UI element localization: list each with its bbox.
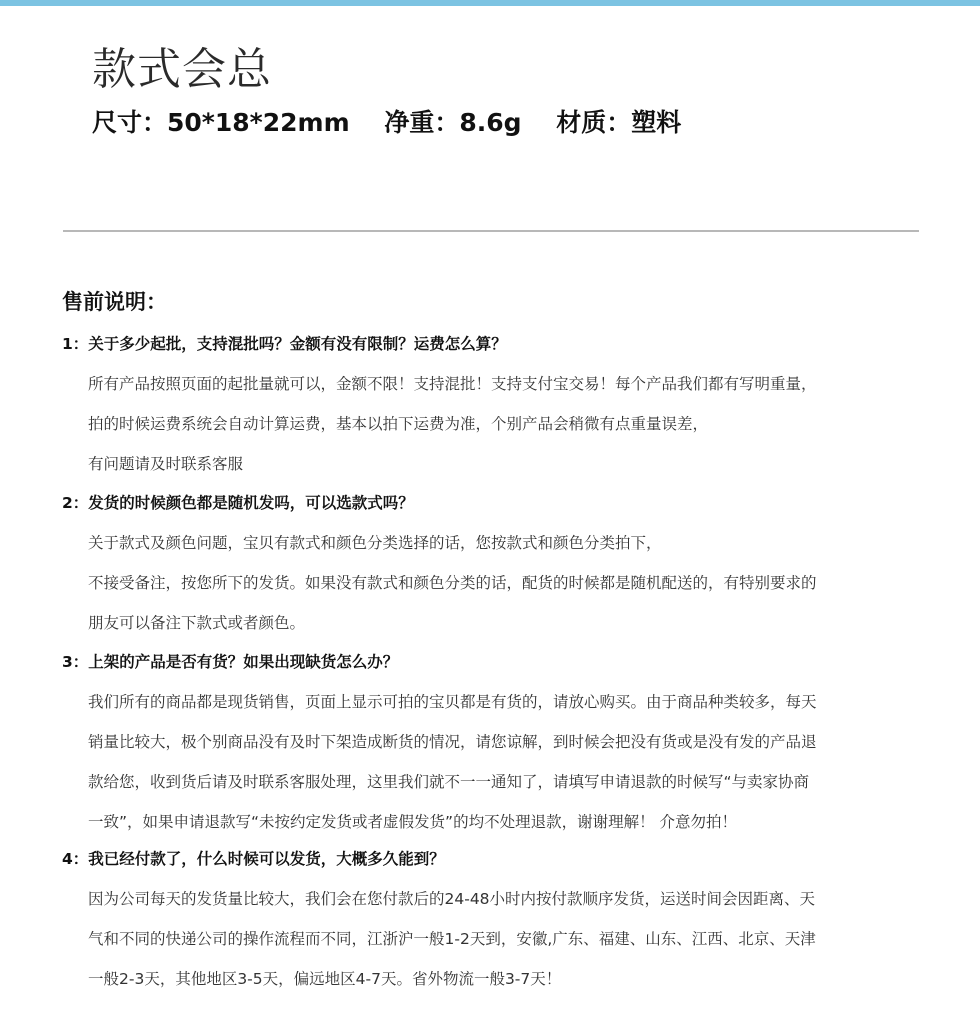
- faq-answer-2: [88, 523, 817, 643]
- spec-weight: 净重：8.6g: [384, 108, 522, 137]
- answer-line: 款给您，收到货后请及时联系客服处理，这里我们就不一一通知了，请填写申请退款的时候写“与卖家协商: [88, 773, 810, 791]
- spec-material: 材质：塑料: [556, 108, 682, 137]
- faq-answer-1: [88, 364, 817, 484]
- section-title: 售前说明：: [62, 290, 167, 314]
- faq-question-3: 3：上架的产品是否有货？如果出现缺货怎么办？: [62, 653, 399, 671]
- answer-line: 关于款式及颜色问题，宝贝有款式和颜色分类选择的话，您按款式和颜色分类拍下，: [88, 534, 662, 552]
- answer-line: 气和不同的快递公司的操作流程而不同，江浙沪一般1-2天到，安徽,广东、福建、山东、江西、北京、天津: [88, 930, 816, 948]
- top-accent-bar: [0, 0, 980, 6]
- spec-size: 尺寸：50*18*22mm: [92, 108, 350, 137]
- answer-line: 因为公司每天的发货量比较大，我们会在您付款后的24-48小时内按付款顺序发货，运送时间会因距离、天: [88, 890, 816, 908]
- answer-line: 销量比较大，极个别商品没有及时下架造成断货的情况，请您谅解，到时候会把没有货或是没有发的产品退: [88, 733, 817, 751]
- faq-question-4: 4：我已经付款了，什么时候可以发货，大概多久能到？: [62, 850, 445, 868]
- divider: [63, 230, 919, 232]
- answer-line: 朋友可以备注下款式或者颜色。: [88, 614, 306, 632]
- answer-line: 所有产品按照页面的起批量就可以，金额不限！支持混批！支持支付宝交易！每个产品我们都有写明重量，: [88, 375, 817, 393]
- faq-question-2: 2：发货的时候颜色都是随机发吗，可以选款式吗？: [62, 494, 414, 512]
- answer-line: 不接受备注，按您所下的发货。如果没有款式和颜色分类的话，配货的时候都是随机配送的，有特别要求的: [88, 574, 817, 592]
- answer-line: 拍的时候运费系统会自动计算运费，基本以拍下运费为准，个别产品会稍微有点重量误差，: [88, 415, 709, 433]
- answer-line: 有问题请及时联系客服: [88, 455, 244, 473]
- answer-line: 我们所有的商品都是现货销售，页面上显示可拍的宝贝都是有货的，请放心购买。由于商品种类较多，每天: [88, 693, 817, 711]
- faq-answer-3: [88, 682, 817, 842]
- faq-question-1: 1：关于多少起批，支持混批吗？金额有没有限制？运费怎么算？: [62, 335, 507, 353]
- faq-answer-4: [88, 879, 816, 999]
- answer-line: 一般2-3天，其他地区3-5天，偏远地区4-7天。省外物流一般3-7天！: [88, 970, 562, 988]
- page-title: 款式会总: [92, 44, 272, 95]
- product-specs: [92, 106, 707, 140]
- answer-line: 一致”，如果申请退款写“未按约定发货或者虚假发货”的均不处理退款，谢谢理解！ 介意勿拍！: [88, 813, 738, 831]
